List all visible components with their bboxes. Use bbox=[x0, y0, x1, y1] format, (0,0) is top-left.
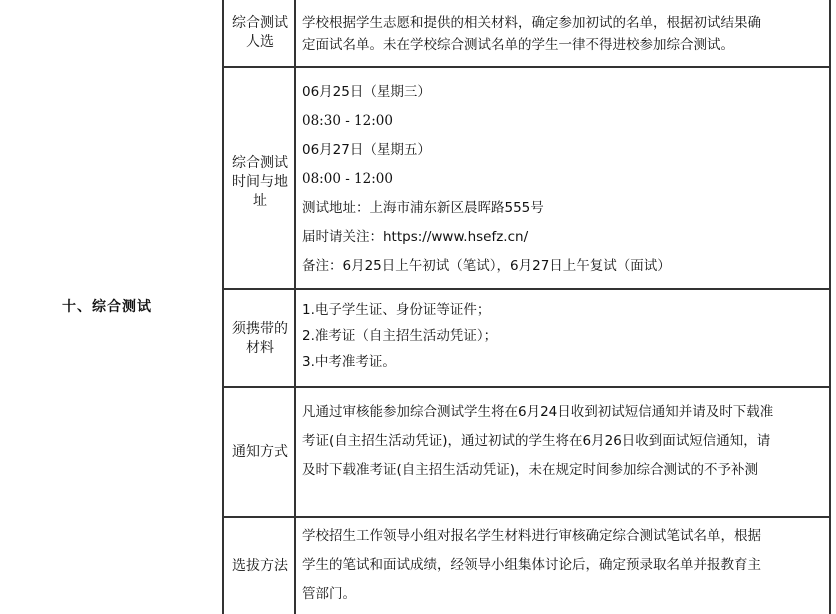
content-line: 届时请关注：https://www.hsefz.cn/ bbox=[302, 229, 529, 245]
label-line: 通知方式 bbox=[232, 444, 288, 460]
table-divider bbox=[829, 0, 831, 614]
content-line: 凡通过审核能参加综合测试学生将在6月24日收到初试短信通知并请及时下载准 bbox=[302, 404, 774, 420]
label-line: 选拔方法 bbox=[232, 558, 288, 574]
section-title: 十、综合测试 bbox=[62, 299, 152, 315]
label-line: 须携带的 bbox=[232, 321, 288, 337]
content-line: 1.电子学生证、身份证等证件； bbox=[302, 302, 491, 318]
table-divider bbox=[222, 288, 831, 290]
content-line: 测试地址：上海市浦东新区晨晖路555号 bbox=[302, 200, 544, 216]
row-content-notification bbox=[302, 398, 827, 485]
label-line: 址 bbox=[253, 193, 267, 209]
content-line: 学校根据学生志愿和提供的相关材料，确定参加初试的名单，根据初试结果确 bbox=[302, 15, 761, 31]
content-line: 定面试名单。未在学校综合测试名单的学生一律不得进校参加综合测试。 bbox=[302, 37, 734, 53]
label-line: 材料 bbox=[246, 340, 274, 356]
table-divider bbox=[222, 66, 831, 68]
row-content-time-location bbox=[302, 78, 827, 281]
table-divider bbox=[222, 516, 831, 518]
content-line: 及时下载准考证(自主招生活动凭证)，未在规定时间参加综合测试的不予补测 bbox=[302, 462, 759, 478]
table-divider bbox=[222, 0, 224, 614]
content-line: 学生的笔试和面试成绩，经领导小组集体讨论后，确定预录取名单并报教育主 bbox=[302, 557, 761, 573]
row-content-materials bbox=[302, 297, 827, 375]
content-line: 06月25日（星期三） bbox=[302, 84, 431, 100]
label-line: 人选 bbox=[246, 34, 274, 50]
content-line: 考证(自主招生活动凭证)，通过初试的学生将在6月26日收到面试短信通知，请 bbox=[302, 433, 771, 449]
content-line: 学校招生工作领导小组对报名学生材料进行审核确定综合测试笔试名单，根据 bbox=[302, 528, 761, 544]
content-line: 管部门。 bbox=[302, 586, 356, 602]
row-label-materials bbox=[224, 320, 296, 358]
row-label-notification bbox=[224, 443, 296, 462]
content-line: 06月27日（星期五） bbox=[302, 142, 431, 158]
label-line: 综合测试 bbox=[232, 155, 288, 171]
label-line: 时间与地 bbox=[232, 174, 288, 190]
row-label-selection-method bbox=[224, 557, 296, 576]
table-divider bbox=[222, 386, 831, 388]
table-divider bbox=[294, 0, 296, 614]
content-line: 备注：6月25日上午初试（笔试），6月27日上午复试（面试） bbox=[302, 258, 671, 274]
row-content-selection bbox=[302, 12, 827, 56]
row-label-selection bbox=[224, 14, 296, 52]
content-line: 08:30 - 12:00 bbox=[302, 113, 393, 129]
label-line: 综合测试 bbox=[232, 15, 288, 31]
content-line: 3.中考准考证。 bbox=[302, 354, 396, 370]
row-content-selection-method bbox=[302, 522, 827, 609]
row-label-time-location bbox=[224, 154, 296, 211]
content-line: 2.准考证（自主招生活动凭证）； bbox=[302, 328, 498, 344]
content-line: 08:00 - 12:00 bbox=[302, 171, 393, 187]
